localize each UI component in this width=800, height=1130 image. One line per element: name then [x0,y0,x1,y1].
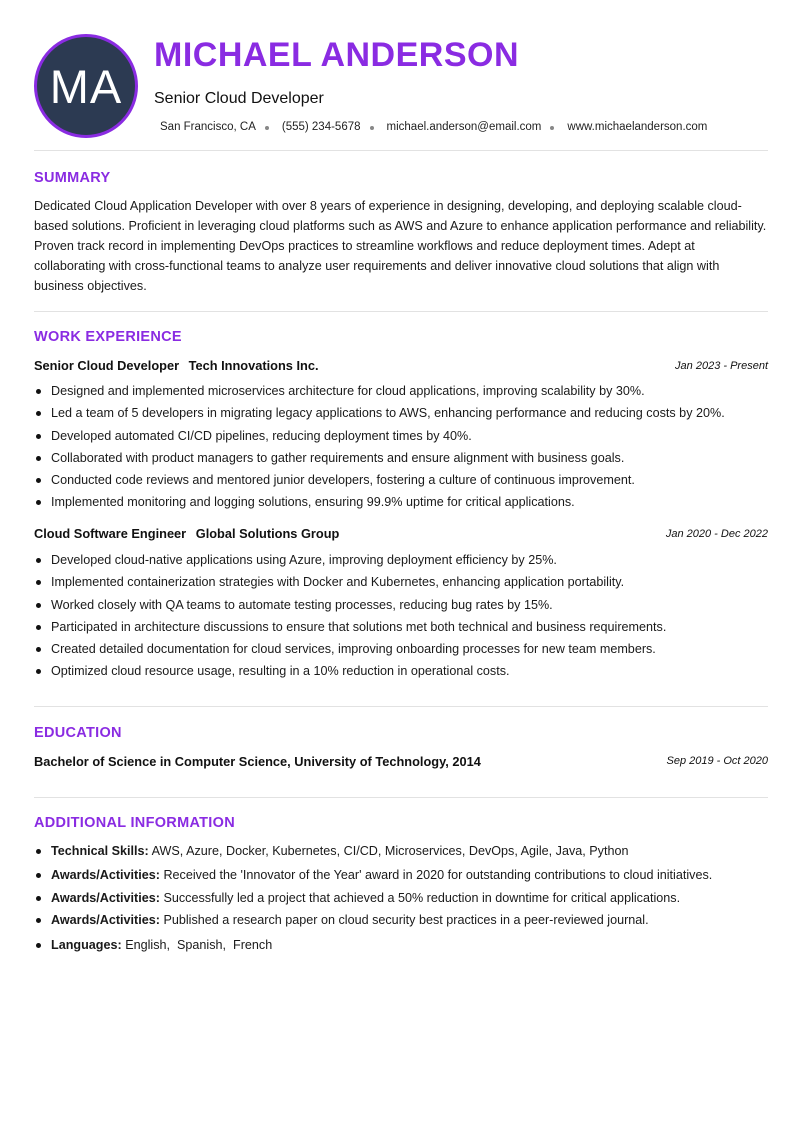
job-header [34,526,768,544]
job-header [34,358,768,376]
list-item: Developed automated CI/CD pipelines, reducing deployment times by 40%. [34,427,774,449]
separator-dot-icon [370,126,374,130]
list-item [34,911,774,936]
list-item: Collaborated with product managers to gather requirements and ensure alignment with business goals. [34,449,774,471]
info-label: Awards/Activities: [51,891,160,905]
info-label: Awards/Activities: [51,868,160,882]
list-item: Conducted code reviews and mentored junior developers, fostering a culture of continuous improvement. [34,471,774,493]
education-degree: Bachelor of Science in Computer Science, University of Technology, 2014 [34,754,481,769]
resume-header [34,34,768,138]
list-item [34,866,774,889]
contact-email[interactable]: michael.anderson@email.com [386,121,542,133]
candidate-name: MICHAEL ANDERSON [154,36,520,74]
job-title: Cloud Software Engineer [34,526,187,541]
contact-phone[interactable]: (555) 234-5678 [281,121,361,133]
divider [34,311,768,312]
list-item: Optimized cloud resource usage, resulting in a 10% reduction in operational costs. [34,662,774,684]
info-value: English, Spanish, French [125,938,273,952]
avatar-initials: MA [49,59,123,113]
list-item: Worked closely with QA teams to automate testing processes, reducing bug rates by 15%. [34,596,774,618]
info-value: AWS, Azure, Docker, Kubernetes, CI/CD, Microservices, DevOps, Agile, Java, Python [151,844,629,858]
job-bullets [34,382,774,516]
job-bullets [34,551,774,685]
education-entry [34,753,768,771]
avatar [34,34,138,138]
list-item: Participated in architecture discussions to ensure that solutions met both technical and business requirements. [34,618,774,640]
list-item [34,936,774,958]
info-label: Awards/Activities: [51,913,160,927]
list-item [34,889,774,911]
divider [34,797,768,798]
list-item: Led a team of 5 developers in migrating legacy applications to AWS, enhancing performance and reducing costs by 20%. [34,404,774,426]
info-value: Received the 'Innovator of the Year' award in 2020 for outstanding contributions to cloud initiatives. [163,868,713,882]
info-value: Successfully led a project that achieved a 50% reduction in downtime for critical applications. [163,891,681,905]
summary-heading: SUMMARY [34,170,111,186]
contact-website[interactable]: www.michaelanderson.com [567,121,708,133]
summary-text: Dedicated Cloud Application Developer with over 8 years of experience in designing, developing, and deploying scalable cloud-based solutions. Proficient in leveraging cloud platforms such as AWS and Azure to enhance application performance and reliability. Proven track record in implementing DevOps practices to streamline workflows and reduce deployment times. Adept at collaborating with cross-functional teams to analyze user requirements and deliver innovative cloud solutions that align with business objectives. [34,199,767,293]
contact-bar [160,121,707,133]
contact-location: San Francisco, CA [160,121,256,133]
info-value: Published a research paper on cloud security best practices in a peer-reviewed journal. [163,913,649,927]
job-date: Jan 2020 - Dec 2022 [665,528,768,540]
divider [34,706,768,707]
list-item: Designed and implemented microservices architecture for cloud applications, improving scalability by 30%. [34,382,774,404]
additional-info-list [34,842,774,958]
education-heading: EDUCATION [34,725,122,741]
info-label: Technical Skills: [51,844,149,858]
list-item: Developed cloud-native applications using Azure, improving deployment efficiency by 25%. [34,551,774,573]
additional-info-heading: ADDITIONAL INFORMATION [34,815,235,831]
info-label: Languages: [51,938,122,952]
list-item: Created detailed documentation for cloud services, improving onboarding processes for new team members. [34,640,774,662]
separator-dot-icon [550,126,554,130]
job-company: Tech Innovations Inc. [188,358,319,373]
separator-dot-icon [265,126,269,130]
candidate-title: Senior Cloud Developer [154,90,324,107]
list-item: Implemented containerization strategies with Docker and Kubernetes, enhancing application portability. [34,573,774,595]
list-item [34,842,774,866]
divider [34,150,768,151]
list-item: Implemented monitoring and logging solutions, ensuring 99.9% uptime for critical applications. [34,493,774,515]
job-title: Senior Cloud Developer [34,358,180,373]
education-date: Sep 2019 - Oct 2020 [666,755,768,767]
job-company: Global Solutions Group [195,526,340,541]
job-date: Jan 2023 - Present [675,360,768,372]
work-experience-heading: WORK EXPERIENCE [34,329,182,345]
